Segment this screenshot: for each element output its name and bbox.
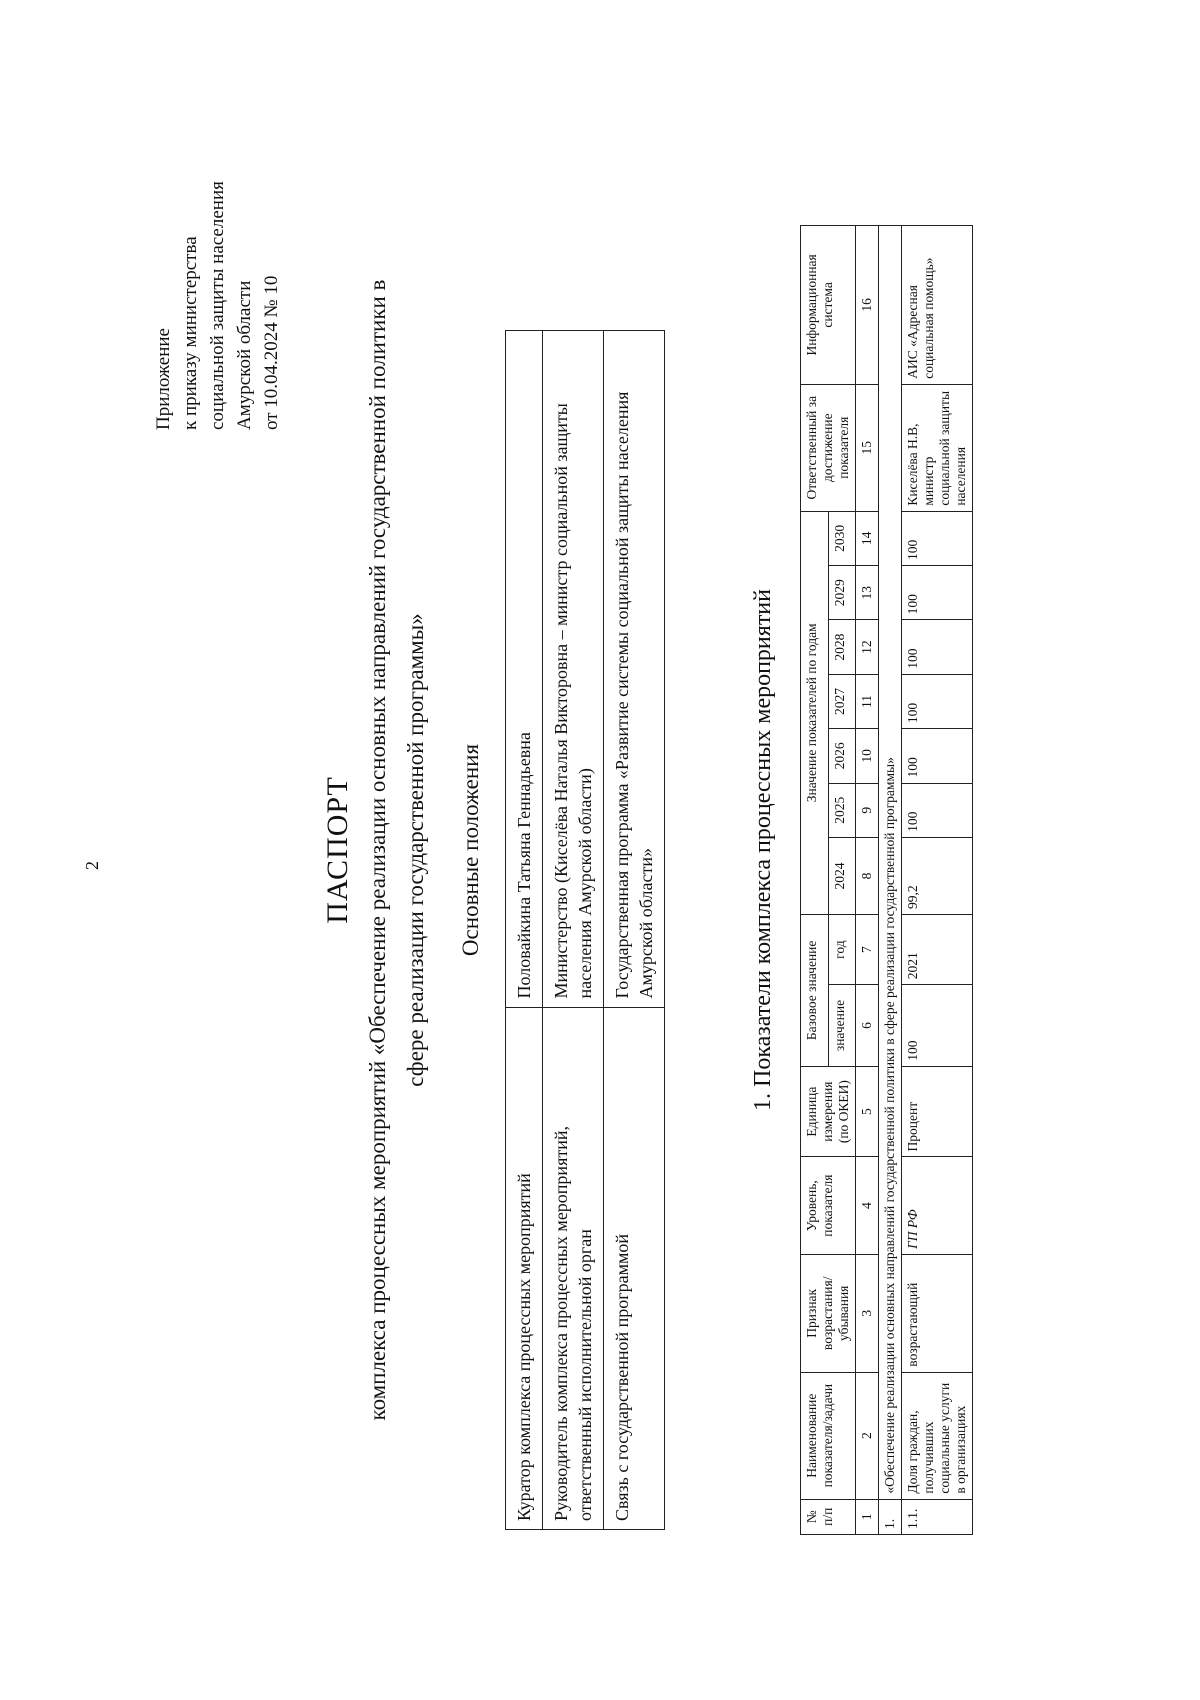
- appendix-line: Приложение: [153, 328, 174, 430]
- header-num: № п/п: [801, 1499, 856, 1534]
- section-title-main: Основные положения: [458, 743, 483, 957]
- row-sign: возрастающий: [902, 1254, 973, 1372]
- indicators-table: [800, 225, 973, 1535]
- group-row: [879, 226, 902, 1535]
- row-level: ГП РФ: [902, 1157, 973, 1254]
- info-value: Государственная программа «Развитие системы социальной защиты населения Амурской области»: [604, 331, 665, 1008]
- table-row: [902, 226, 973, 1535]
- column-number: 11: [856, 674, 879, 728]
- column-number: 7: [856, 914, 879, 984]
- header-year: 2025: [828, 783, 856, 837]
- row-base-year: 2021: [902, 914, 973, 984]
- header-base-year: год: [828, 914, 856, 984]
- row-num: 1.1.: [902, 1499, 973, 1534]
- header-sign: Признак возрастания/ убывания: [801, 1254, 856, 1372]
- column-number: 2: [856, 1372, 879, 1499]
- info-row: [543, 331, 604, 1530]
- document-subtitle-cont: сфере реализации государственной программы»: [403, 613, 428, 1087]
- row-value-2030: 100: [902, 511, 973, 565]
- column-number: 4: [856, 1157, 879, 1254]
- info-row: [506, 331, 543, 1530]
- column-number: 5: [856, 1066, 879, 1157]
- info-row: [604, 331, 665, 1530]
- column-number: 6: [856, 985, 879, 1067]
- header-year: 2026: [828, 729, 856, 783]
- column-number: 15: [856, 384, 879, 511]
- group-text: «Обеспечение реализации основных направлений государственной политики в сфере реализации государственной программы»: [879, 226, 902, 1500]
- row-name: Доля граждан, получивших социальные услуги в организациях: [902, 1372, 973, 1499]
- header-year: 2028: [828, 620, 856, 674]
- header-responsible: Ответственный за достижение показателя: [801, 384, 856, 511]
- row-value-2026: 100: [902, 729, 973, 783]
- header-base-value: значение: [828, 985, 856, 1067]
- main-info-table: [505, 330, 665, 1530]
- column-number-row: [856, 226, 879, 1535]
- row-value-2027: 100: [902, 674, 973, 728]
- info-key: Связь с государственной программой: [604, 1007, 665, 1529]
- section-title-indicators: 1. Показатели комплекса процессных мероприятий: [750, 589, 776, 1112]
- header-unit: Единица измерения (по ОКЕИ): [801, 1066, 856, 1157]
- header-base: Базовое значение: [801, 914, 829, 1066]
- column-number: 16: [856, 226, 879, 385]
- appendix-line: от 10.04.2024 № 10: [261, 275, 282, 430]
- row-system: АИС «Адресная социальная помощь»: [902, 226, 973, 385]
- appendix-line: к приказу министерства: [180, 236, 201, 430]
- row-value-2024: 99,2: [902, 837, 973, 914]
- column-number: 10: [856, 729, 879, 783]
- header-year: 2027: [828, 674, 856, 728]
- info-value: Министерство (Киселёва Наталья Викторовна – министр социальной защиты населения Амурской области): [543, 331, 604, 1008]
- info-key: Куратор комплекса процессных мероприятий: [506, 1007, 543, 1529]
- column-number: 1: [856, 1499, 879, 1534]
- row-responsible: Киселёва Н.В, министр социальной защиты населения: [902, 384, 973, 511]
- column-number: 13: [856, 566, 879, 620]
- document-title: ПАСПОРТ: [321, 776, 354, 924]
- header-level: Уровень, показателя: [801, 1157, 856, 1254]
- column-number: 8: [856, 837, 879, 914]
- header-row: [801, 226, 829, 1535]
- header-year: 2024: [828, 837, 856, 914]
- header-name: Наименование показателя/задачи: [801, 1372, 856, 1499]
- column-number: 14: [856, 511, 879, 565]
- appendix-line: Амурской области: [234, 280, 255, 430]
- title-block: [320, 200, 484, 1500]
- header-year: 2029: [828, 566, 856, 620]
- page-number: 2: [82, 861, 102, 870]
- appendix-line: социальной защиты населения: [207, 181, 228, 430]
- row-value-2025: 100: [902, 783, 973, 837]
- info-value: Половайкина Татьяна Геннадьевна: [506, 331, 543, 1008]
- row-value-2029: 100: [902, 566, 973, 620]
- row-base-value: 100: [902, 985, 973, 1067]
- header-year: 2030: [828, 511, 856, 565]
- appendix-note: [150, 90, 285, 430]
- group-num: 1.: [879, 1499, 902, 1534]
- column-number: 9: [856, 783, 879, 837]
- info-key: Руководитель комплекса процессных мероприятий, ответственный исполнительной орган: [543, 1007, 604, 1529]
- column-number: 12: [856, 620, 879, 674]
- header-system: Информационная система: [801, 226, 856, 385]
- header-values-by-year: Значение показателей по годам: [801, 511, 829, 914]
- row-unit: Процент: [902, 1066, 973, 1157]
- document-subtitle: комплекса процессных мероприятий «Обеспечение реализации основных направлений государственной политики в: [365, 279, 390, 1421]
- row-value-2028: 100: [902, 620, 973, 674]
- column-number: 3: [856, 1254, 879, 1372]
